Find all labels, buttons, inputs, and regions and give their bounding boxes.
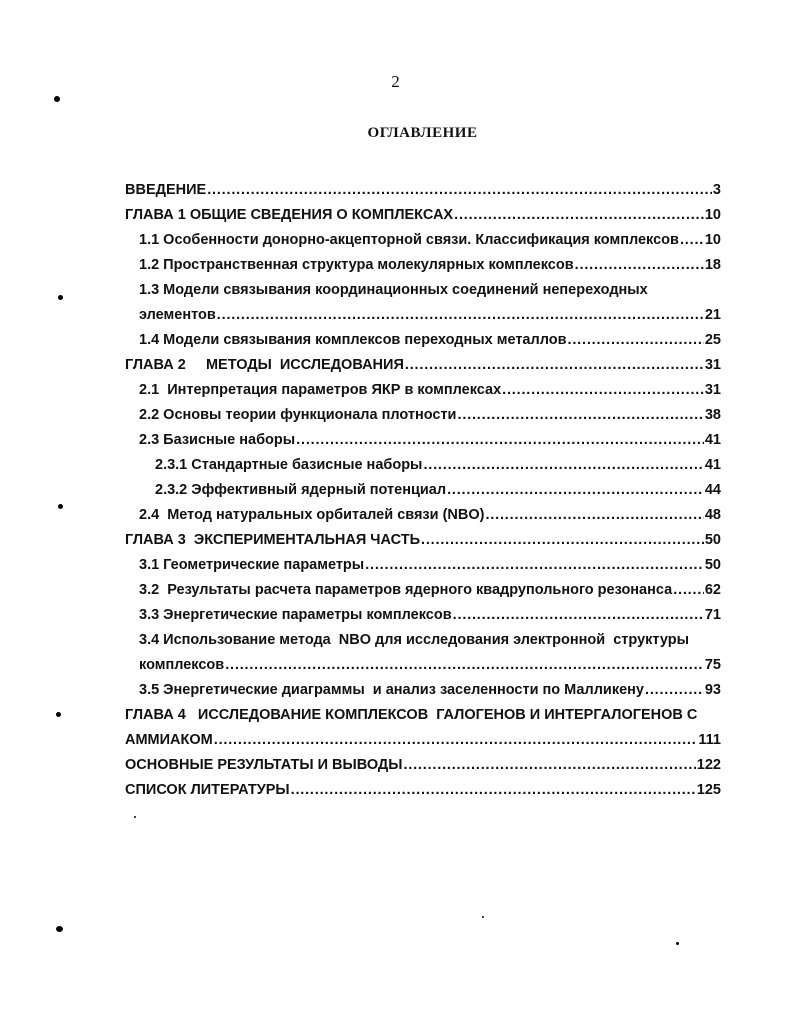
toc-entry-1-1 <box>139 226 721 248</box>
toc-entry-text: ГЛАВА 3 ЭКСПЕРИМЕНТАЛЬНАЯ ЧАСТЬ <box>125 532 420 548</box>
toc-entry-text: ГЛАВА 2 МЕТОДЫ ИССЛЕДОВАНИЯ <box>125 357 404 373</box>
dot-leader <box>454 207 704 223</box>
scan-speck <box>58 504 63 509</box>
toc-entry-2-3 <box>139 426 721 448</box>
toc-entry-1-3-line2 <box>139 301 721 323</box>
toc-entry-text: элементов <box>139 307 216 323</box>
toc-entry-page: 71 <box>704 607 721 623</box>
toc-entry-page: 38 <box>704 407 721 423</box>
toc-entry-page: 62 <box>704 582 721 598</box>
toc-entry-page: 41 <box>704 432 721 448</box>
dot-leader <box>291 782 696 798</box>
toc-entry-text: 3.4 Использование метода NBO для исследования электронной структуры <box>139 632 689 648</box>
toc-entry-page: 18 <box>704 257 721 273</box>
toc-entry-text: 1.4 Модели связывания комплексов переходных металлов <box>139 332 567 348</box>
dot-leader <box>207 182 712 198</box>
scan-speck <box>676 942 679 945</box>
toc-entry-text: 3.2 Результаты расчета параметров ядерного квадрупольного резонанса <box>139 582 673 598</box>
dot-leader <box>225 657 704 673</box>
dot-leader <box>365 557 704 573</box>
page-number: 2 <box>391 72 400 91</box>
scan-speck <box>56 712 61 717</box>
toc-entry-text: АММИАКОМ <box>125 732 213 748</box>
toc-entry-text: 1.1 Особенности донорно-акцепторной связи. Классификация комплексов <box>139 232 679 248</box>
dot-leader <box>423 457 703 473</box>
toc-entry-page: 125 <box>696 782 721 798</box>
toc-entry-page: 41 <box>704 457 721 473</box>
toc-entry-text: СПИСОК ЛИТЕРАТУРЫ <box>125 782 290 798</box>
dot-leader <box>453 607 704 623</box>
dot-leader <box>214 732 698 748</box>
toc-entry-3-1 <box>139 551 721 573</box>
dot-leader <box>568 332 704 348</box>
toc-entry-introduction <box>125 176 721 198</box>
toc-entry-page: 50 <box>704 557 721 573</box>
toc-entry-chapter-1 <box>125 201 721 223</box>
toc-entry-page: 31 <box>704 357 721 373</box>
toc-entry-text: 2.3.2 Эффективный ядерный потенциал <box>155 482 447 498</box>
dot-leader <box>680 232 704 248</box>
toc-entry-text: 3.5 Энергетические диаграммы и анализ заселенности по Малликену <box>139 682 644 698</box>
toc-entry-page: 44 <box>704 482 721 498</box>
dot-leader <box>217 307 704 323</box>
toc-entry-page: 25 <box>704 332 721 348</box>
toc-entry-chapter-4-line2 <box>125 726 721 748</box>
toc-entry-3-2 <box>139 576 721 598</box>
toc-entry-text: ВВЕДЕНИЕ <box>125 182 207 198</box>
toc-entry-2-3-1 <box>155 451 721 473</box>
scan-speck <box>58 295 63 300</box>
toc-entry-page: 75 <box>704 657 721 673</box>
toc-entry-2-4 <box>139 501 721 523</box>
toc-entry-text: 2.4 Метод натуральных орбиталей связи (NBO) <box>139 507 485 523</box>
scan-speck <box>54 96 60 102</box>
dot-leader <box>405 357 704 373</box>
toc-entry-page: 48 <box>704 507 721 523</box>
toc-entry-text: комплексов <box>139 657 225 673</box>
toc-entry-page: 31 <box>704 382 721 398</box>
toc-entry-3-3 <box>139 601 721 623</box>
toc-entry-text: 3.1 Геометрические параметры <box>139 557 365 573</box>
toc-entry-text: 3.3 Энергетические параметры комплексов <box>139 607 452 623</box>
dot-leader <box>457 407 703 423</box>
dot-leader <box>575 257 704 273</box>
dot-leader <box>421 532 704 548</box>
toc-entry-page: 3 <box>712 182 721 198</box>
dot-leader <box>502 382 704 398</box>
toc-entry-3-5 <box>139 676 721 698</box>
toc-entry-results <box>125 751 721 773</box>
toc-entry-text: ГЛАВА 1 ОБЩИЕ СВЕДЕНИЯ О КОМПЛЕКСАХ <box>125 207 454 223</box>
toc-title: ОГЛАВЛЕНИЕ <box>367 125 478 141</box>
scan-speck <box>56 926 63 932</box>
toc-entry-3-4-line2 <box>139 651 721 673</box>
toc-entry-1-4 <box>139 326 721 348</box>
toc-entry-text: 2.3.1 Стандартные базисные наборы <box>155 457 423 473</box>
toc-entry-text: 1.3 Модели связывания координационных соединений непереходных <box>139 282 648 298</box>
toc-entry-page: 10 <box>704 232 721 248</box>
toc-entry-3-4-line1 <box>139 626 689 648</box>
dot-leader <box>673 582 704 598</box>
toc-entry-page: 93 <box>704 682 721 698</box>
dot-leader <box>485 507 703 523</box>
toc-entry-page: 10 <box>704 207 721 223</box>
toc-entry-text: 1.2 Пространственная структура молекулярных комплексов <box>139 257 574 273</box>
toc-entry-chapter-3 <box>125 526 721 548</box>
toc-entry-text: 2.3 Базисные наборы <box>139 432 296 448</box>
toc-entry-page: 50 <box>704 532 721 548</box>
toc-entry-2-3-2 <box>155 476 721 498</box>
toc-entry-text: ОСНОВНЫЕ РЕЗУЛЬТАТЫ И ВЫВОДЫ <box>125 757 403 773</box>
toc-entry-references <box>125 776 721 798</box>
toc-entry-page: 111 <box>698 732 721 748</box>
toc-entry-text: 2.1 Интерпретация параметров ЯКР в комплексах <box>139 382 502 398</box>
toc-entry-text: ГЛАВА 4 ИССЛЕДОВАНИЕ КОМПЛЕКСОВ ГАЛОГЕНОВ И ИНТЕРГАЛОГЕНОВ С <box>125 707 698 723</box>
toc-entry-2-2 <box>139 401 721 423</box>
toc-entry-page: 122 <box>696 757 721 773</box>
toc-entry-chapter-4-line1 <box>125 701 697 723</box>
scan-speck <box>482 916 484 918</box>
toc-entry-chapter-2 <box>125 351 721 373</box>
toc-entry-text: 2.2 Основы теории функционала плотности <box>139 407 457 423</box>
dot-leader <box>296 432 704 448</box>
scan-speck <box>134 816 136 818</box>
toc-entry-1-3-line1 <box>139 276 648 298</box>
dot-leader <box>447 482 704 498</box>
toc-entry-2-1 <box>139 376 721 398</box>
toc-entry-page: 21 <box>704 307 721 323</box>
dot-leader <box>645 682 704 698</box>
toc-entry-1-2 <box>139 251 721 273</box>
dot-leader <box>403 757 695 773</box>
